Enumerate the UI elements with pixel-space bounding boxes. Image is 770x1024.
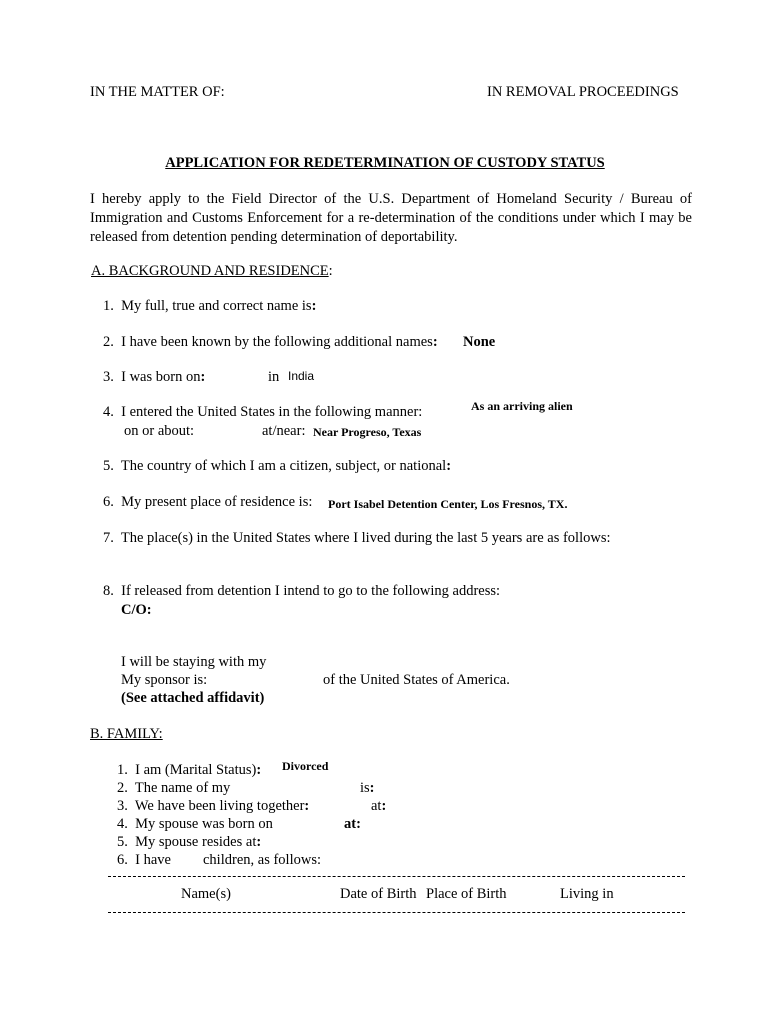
item-a7: 7. The place(s) in the United States where I lived during the last 5 years are as follows:: [103, 530, 611, 546]
intro-paragraph: I hereby apply to the Field Director of the U.S. Department of Homeland Security / Bureau of Immigration and Customs Enforcement for a re-determination of the conditions under which I may be released from detention pending determination of deportability.: [90, 191, 692, 245]
item-a6: 6. My present place of residence is:: [103, 494, 313, 510]
entry-manner-value: As an arriving alien: [471, 399, 573, 413]
page-title: APPLICATION FOR REDETERMINATION OF CUSTODY STATUS: [165, 155, 605, 171]
table-top-divider: [108, 876, 685, 877]
item-a4: 4. I entered the United States in the following manner:: [103, 404, 423, 420]
col-header-pob: Place of Birth: [426, 886, 507, 902]
entry-date-label: on or about:: [124, 423, 195, 439]
staying-with-label: I will be staying with my: [121, 654, 267, 670]
col-header-dob: Date of Birth: [340, 886, 417, 902]
header-right: IN REMOVAL PROCEEDINGS: [487, 84, 679, 100]
item-b4: 4. My spouse was born on: [117, 816, 273, 832]
item-b5: 5. My spouse resides at:: [117, 834, 262, 850]
item-b6: 6. I have: [117, 852, 171, 868]
item-a8: 8. If released from detention I intend to go to the following address:: [103, 583, 501, 599]
children-label: children, as follows:: [203, 852, 321, 868]
item-b2: 2. The name of my: [117, 780, 231, 796]
birth-country-value: India: [288, 369, 315, 383]
born-in-label: in: [268, 369, 280, 385]
item-a2: 2. I have been known by the following additional names:: [103, 334, 438, 350]
item-a3: 3. I was born on:: [103, 369, 206, 385]
care-of-label: C/O:: [121, 602, 152, 618]
spouse-name-is: is:: [360, 780, 375, 796]
item-b3: 3. We have been living together:: [117, 798, 310, 814]
entry-place-value: Near Progreso, Texas: [313, 425, 422, 439]
item-a1: 1. My full, true and correct name is:: [103, 298, 317, 314]
marital-status-value: Divorced: [282, 759, 329, 773]
residence-value: Port Isabel Detention Center, Los Fresnos, TX.: [328, 497, 568, 511]
additional-names-value: None: [463, 334, 496, 350]
sponsor-country: of the United States of America.: [323, 672, 510, 688]
section-b-heading: B. FAMILY:: [90, 726, 163, 742]
col-header-names: Name(s): [181, 886, 231, 902]
item-b1: 1. I am (Marital Status):: [117, 762, 262, 778]
col-header-living: Living in: [560, 886, 614, 902]
living-together-at: at:: [371, 798, 387, 814]
spouse-birth-at: at:: [344, 816, 361, 832]
item-a5: 5. The country of which I am a citizen, subject, or national:: [103, 458, 452, 474]
entry-place-label: at/near:: [262, 423, 306, 439]
section-a-heading: A. BACKGROUND AND RESIDENCE:: [91, 263, 333, 279]
header-left: IN THE MATTER OF:: [90, 84, 225, 100]
table-bottom-divider: [108, 912, 685, 913]
affidavit-note: (See attached affidavit): [121, 690, 265, 706]
sponsor-label: My sponsor is:: [121, 672, 208, 688]
